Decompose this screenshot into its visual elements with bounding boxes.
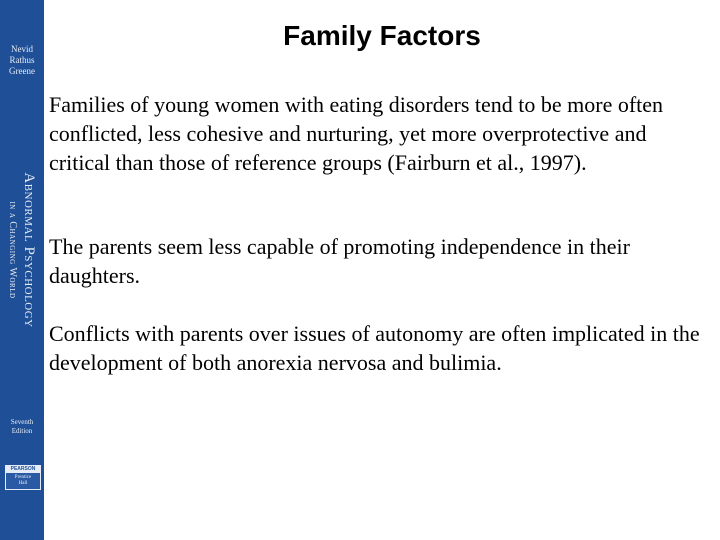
- imprint-name: [6, 473, 40, 489]
- slide-title: Family Factors: [283, 20, 481, 51]
- imprint-line: Hall: [18, 481, 28, 486]
- author-name: Rathus: [9, 55, 35, 65]
- body-paragraph: Conflicts with parents over issues of autonomy are often implicated in the development of both anorexia nervosa and bulimia.: [49, 321, 700, 375]
- book-sidebar: [0, 0, 44, 540]
- book-title: [6, 172, 38, 327]
- book-title-main: Abnormal Psychology: [21, 172, 37, 328]
- imprint-line: Prentice: [14, 475, 32, 480]
- body-paragraph: Families of young women with eating disorders tend to be more often conflicted, less cohesive and nurturing, yet more overprotective and critical than those of reference groups (Fairburn et al., 1997).: [49, 92, 664, 175]
- author-name: Nevid: [11, 44, 33, 54]
- publisher-name: PEARSON: [6, 466, 40, 473]
- book-title-sub: in a Changing World: [7, 201, 18, 299]
- edition-line: Seventh: [10, 418, 34, 426]
- authors: [0, 44, 44, 77]
- author-name: Greene: [9, 66, 35, 76]
- edition-label: [0, 418, 44, 436]
- publisher-logo: [5, 465, 41, 490]
- body-paragraph: The parents seem less capable of promoting independence in their daughters.: [49, 234, 630, 288]
- edition-line: Edition: [11, 427, 33, 435]
